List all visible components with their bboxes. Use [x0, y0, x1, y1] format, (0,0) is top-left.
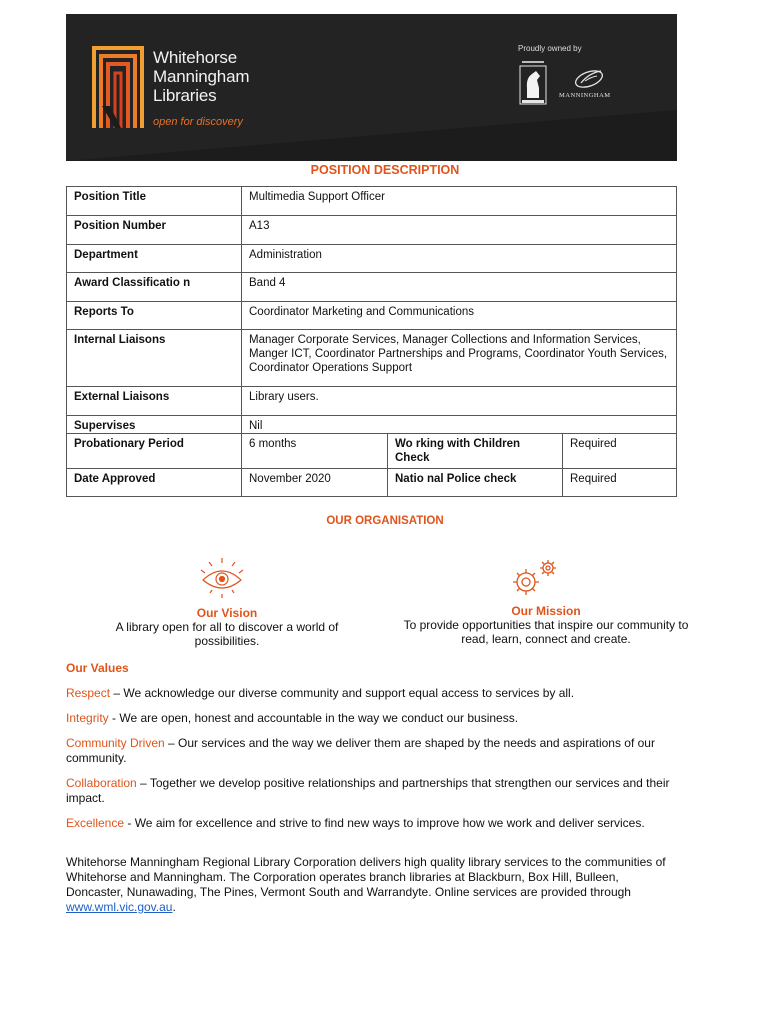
closing-text: Whitehorse Manningham Regional Library Corporation delivers high quality library services to the communities of Whitehorse and Manningham. The Corporation operates branch libraries at Blackburn, Box Hill, Bulleen, Doncaster, Nunawading, The Pines, Vermont South and Warrandyte. Online services are provided through [66, 855, 666, 899]
table-row [67, 434, 677, 469]
value-community-driven [66, 736, 678, 766]
value-respect [66, 686, 678, 701]
mission-text: To provide opportunities that inspire our community to read, learn, connect and create. [403, 618, 689, 646]
library-logo-text [153, 48, 249, 105]
value-excellence [66, 816, 678, 831]
header-banner [66, 14, 677, 161]
council-name: MANNINGHAM [559, 92, 611, 99]
whitehorse-crest-icon [518, 58, 548, 108]
position-title-label: Position Title [67, 187, 242, 216]
value-term: Integrity [66, 711, 109, 725]
wwcc-label: Wo rking with Children Check [388, 434, 563, 469]
value-text: - We are open, honest and accountable in the way we conduct our business. [108, 711, 519, 725]
supervises-value: Nil [242, 416, 677, 434]
value-text: – We acknowledge our diverse community and support equal access to services by all. [110, 686, 575, 700]
probation-value: 6 months [242, 434, 388, 469]
police-check-label: Natio nal Police check [388, 469, 563, 497]
vision-text: A library open for all to discover a world of possibilities. [115, 620, 339, 648]
position-number-value: A13 [242, 216, 677, 245]
police-check-value: Required [563, 469, 677, 497]
eye-icon [197, 556, 247, 600]
internal-liaisons-value: Manager Corporate Services, Manager Collections and Information Services, Manger ICT, Coordinator Partnerships and Programs, Coordinator Youth Services, Coordinator Operations Support [242, 330, 677, 387]
table-row [67, 469, 677, 497]
internal-liaisons-label: Internal Liaisons [67, 330, 242, 387]
position-details-table [66, 186, 677, 497]
table-row [67, 330, 677, 387]
mission-block [396, 604, 696, 646]
table-row [67, 416, 677, 434]
value-term: Excellence [66, 816, 125, 830]
value-term: Collaboration [66, 776, 137, 790]
position-title-value: Multimedia Support Officer [242, 187, 677, 216]
value-text: - We aim for excellence and strive to find new ways to improve how we work and deliver services. [124, 816, 645, 830]
table-row [67, 273, 677, 302]
value-text: – Our services and the way we deliver them are shaped by the needs and aspirations of our community. [66, 736, 655, 765]
probation-label: Probationary Period [67, 434, 242, 469]
page-title: POSITION DESCRIPTION [310, 163, 460, 177]
reports-to-value: Coordinator Marketing and Communications [242, 302, 677, 330]
vision-block [96, 606, 358, 648]
date-approved-value: November 2020 [242, 469, 388, 497]
logo-line-3: Libraries [153, 86, 217, 105]
logo-line-1: Whitehorse [153, 48, 237, 67]
value-collaboration [66, 776, 678, 806]
logo-line-2: Manningham [153, 67, 250, 86]
award-value: Band 4 [242, 273, 677, 302]
department-value: Administration [242, 245, 677, 273]
reports-to-label: Reports To [67, 302, 242, 330]
closing-paragraph [66, 855, 678, 915]
organisation-heading: OUR ORGANISATION [326, 515, 444, 527]
vision-heading: Our Vision [196, 606, 258, 620]
table-row [67, 245, 677, 273]
table-row [67, 216, 677, 245]
owned-by-label: Proudly owned by [518, 44, 582, 53]
library-logo-icon [92, 46, 144, 128]
value-text: – Together we develop positive relationships and partnerships that strengthen our services and their impact. [66, 776, 670, 805]
supervises-label: Supervises [67, 416, 242, 434]
award-label: Award Classificatio n [67, 273, 242, 302]
website-link[interactable]: www.wml.vic.gov.au [66, 900, 173, 914]
date-approved-label: Date Approved [67, 469, 242, 497]
gears-icon [506, 556, 560, 600]
mission-heading: Our Mission [511, 604, 581, 618]
table-row [67, 387, 677, 416]
external-liaisons-label: External Liaisons [67, 387, 242, 416]
department-label: Department [67, 245, 242, 273]
logo-tagline: open for discovery [153, 116, 243, 128]
value-integrity [66, 711, 678, 726]
wwcc-value: Required [563, 434, 677, 469]
values-heading: Our Values [66, 661, 129, 675]
position-number-label: Position Number [67, 216, 242, 245]
value-term: Community Driven [66, 736, 165, 750]
external-liaisons-value: Library users. [242, 387, 677, 416]
table-row [67, 187, 677, 216]
table-row [67, 302, 677, 330]
closing-end: . [172, 900, 176, 914]
value-term: Respect [66, 686, 111, 700]
